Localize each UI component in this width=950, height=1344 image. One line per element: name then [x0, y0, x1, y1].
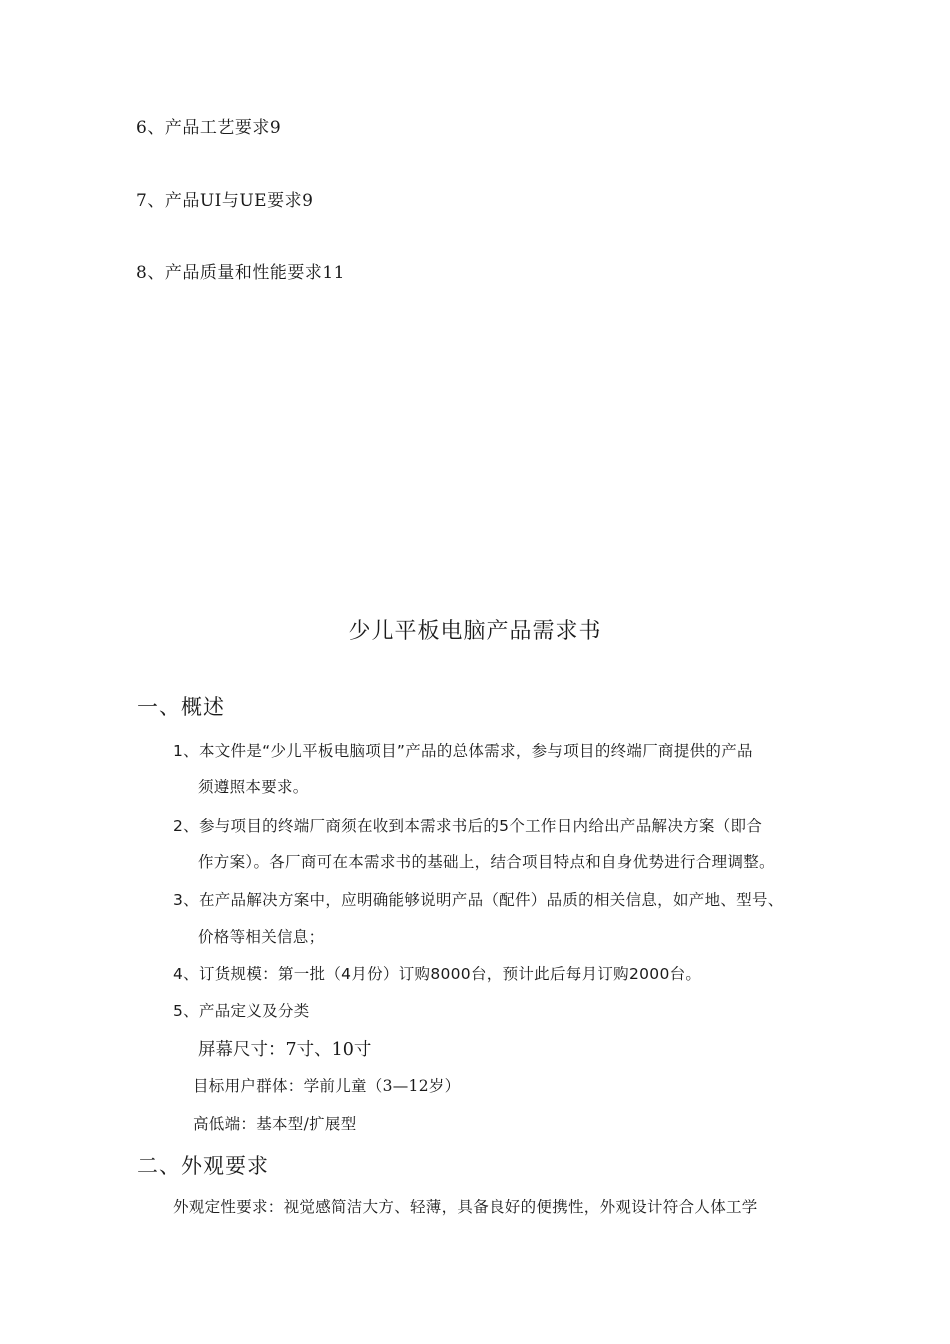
- toc-item-8[interactable]: 8、产品质量和性能要求11: [136, 263, 345, 283]
- toc-item-6[interactable]: 6、产品工艺要求9: [136, 118, 282, 138]
- item-1-line-1: 1、本文件是“少儿平板电脑项目”产品的总体需求，参与项目的终端厂商提供的产品: [173, 742, 753, 760]
- item-1-line-2: 须遵照本要求。: [198, 778, 309, 796]
- target-users-text: 目标用户群体：学前儿童（3—12岁）: [193, 1077, 461, 1095]
- appearance-text: 外观定性要求：视觉感简洁大方、轻薄，具备良好的便携性，外观设计符合人体工学: [173, 1198, 758, 1216]
- tiers-text: 高低端：基本型/扩展型: [193, 1115, 357, 1133]
- item-3-line-1: 3、在产品解决方案中，应明确能够说明产品（配件）品质的相关信息，如产地、型号、: [173, 891, 784, 909]
- section-heading-overview: 一、概述: [137, 695, 225, 719]
- item-5: 5、产品定义及分类: [173, 1002, 310, 1020]
- item-2-line-1: 2、参与项目的终端厂商须在收到本需求书后的5个工作日内给出产品解决方案（即合: [173, 817, 763, 835]
- item-4: 4、订货规模：第一批（4月份）订购8000台，预计此后每月订购2000台。: [173, 965, 702, 983]
- screen-size-text: 屏幕尺寸：7寸、10寸: [198, 1040, 372, 1060]
- document-title: 少儿平板电脑产品需求书: [348, 619, 602, 644]
- item-2-line-2: 作方案）。各厂商可在本需求书的基础上，结合项目特点和自身优势进行合理调整。: [198, 853, 775, 871]
- item-3-line-2: 价格等相关信息；: [198, 928, 325, 946]
- toc-item-7[interactable]: 7、产品UI与UE要求9: [136, 191, 314, 211]
- section-heading-appearance: 二、外观要求: [137, 1154, 269, 1178]
